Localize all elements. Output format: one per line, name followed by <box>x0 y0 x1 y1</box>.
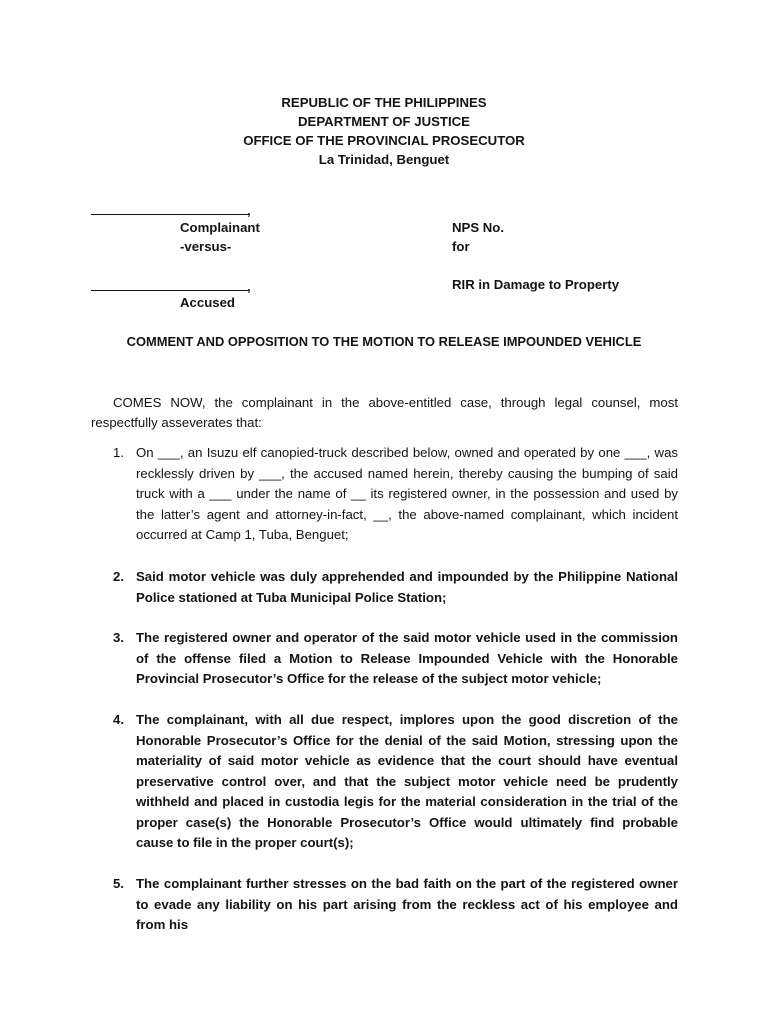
list-item-text: The complainant further stresses on the bad faith on the part of the registered owner to evade any liability on his part arising from the reckless act of his employee and from his <box>136 876 678 932</box>
list-item-text: The complainant, with all due respect, implores upon the good discretion of the Honorable Prosecutor’s Office for the denial of the said Motion, stressing upon the materiality of said motor vehicle as evidence that the court should have eventual preservative control over, and that the subject motor vehicle need be prudently withheld and placed in custodia legis for the material consideration in the trial of the proper case(s) the Honorable Prosecutor’s Office would ultimately find probable cause to file in the proper court(s); <box>136 712 678 850</box>
header-location: La Trinidad, Benguet <box>318 152 450 167</box>
accused-name-blank <box>91 290 248 291</box>
list-item-text: On ___, an Isuzu elf canopied-truck described below, owned and operated by one ___, was recklessly driven by ___, the accused named herein, thereby causing the bumping of said truck with a ___ under the name of __ its registered owner, in the possession and used by the latter’s agent and attorney-in-fact, __, the above-named complainant, which incident occurred at Camp 1, Tuba, Benguet; <box>136 445 678 542</box>
list-item-text: Said motor vehicle was duly apprehended and impounded by the Philippine National Police stationed at Tuba Municipal Police Station; <box>136 569 678 605</box>
list-item-number: 4. <box>113 712 124 727</box>
document-header <box>0 93 768 169</box>
list-item-number: 2. <box>113 569 124 584</box>
versus-label: -versus- <box>180 239 232 254</box>
offense-label: RIR in Damage to Property <box>452 277 620 292</box>
accused-comma: , <box>247 279 251 294</box>
complainant-name-blank <box>91 214 248 215</box>
list-item-number: 1. <box>113 445 124 460</box>
list-item-text: The registered owner and operator of the said motor vehicle used in the commission of the offense filed a Motion to Release Impounded Vehicle with the Honorable Provincial Prosecutor’s Office for the release of the subject motor vehicle; <box>136 630 678 686</box>
list-item-number: 3. <box>113 630 124 645</box>
header-department: DEPARTMENT OF JUSTICE <box>298 114 470 129</box>
document-title: COMMENT AND OPPOSITION TO THE MOTION TO RELEASE IMPOUNDED VEHICLE <box>126 334 642 349</box>
header-republic: REPUBLIC OF THE PHILIPPINES <box>281 95 487 110</box>
accused-label: Accused <box>180 295 235 310</box>
complainant-label: Complainant <box>180 220 260 235</box>
list-item-number: 5. <box>113 876 124 891</box>
intro-paragraph: COMES NOW, the complainant in the above-entitled case, through legal counsel, most respectfully asseverates that: <box>91 395 678 430</box>
for-label: for <box>452 239 470 254</box>
nps-number-label: NPS No. <box>452 220 505 235</box>
complainant-comma: , <box>247 203 251 218</box>
header-office: OFFICE OF THE PROVINCIAL PROSECUTOR <box>243 133 525 148</box>
